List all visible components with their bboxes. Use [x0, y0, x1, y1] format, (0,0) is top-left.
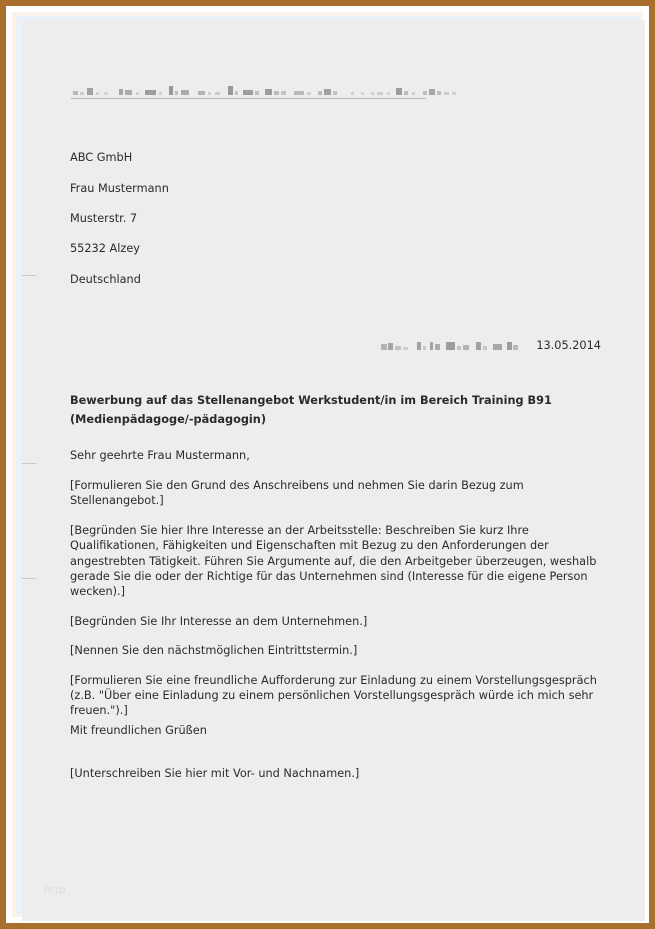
body-paragraph: [Nennen Sie den nächstmöglichen Eintrittstermin.] [70, 644, 358, 658]
address-line: Deutschland [70, 272, 141, 286]
signature-instruction: [Unterschreiben Sie hier mit Vor- und Nachnamen.] [70, 767, 360, 780]
subject-line-text: Bewerbung auf das Stellenangebot Werkstudent/in im Bereich Training B91 [70, 394, 552, 407]
letter-body [70, 478, 610, 733]
address-line: Musterstr. 7 [70, 212, 138, 226]
redacted-place [381, 339, 529, 350]
redacted-sender-letterhead [71, 82, 423, 95]
body-paragraph: [Formulieren Sie den Grund des Anschreibens und nehmen Sie darin Bezug zum Stellenangebot.] [70, 479, 524, 508]
salutation: Sehr geehrte Frau Mustermann, [70, 449, 250, 462]
address-line: ABC GmbH [70, 151, 133, 165]
letterhead-rule [71, 98, 426, 99]
recipient-address-block [70, 135, 169, 302]
address-line: Frau Mustermann [70, 181, 169, 195]
subject-line [70, 391, 590, 429]
document-sheet [22, 20, 645, 921]
body-paragraph: [Formulieren Sie eine freundliche Aufforderung zur Einladung zu einem Vorstellungsgespräch (z.B. "Über eine Einladung zu einem persönlichen Vorstellungsgespräch würde ich mich sehr freuen.").] [70, 673, 597, 718]
body-paragraph: [Begründen Sie hier Ihre Interesse an der Arbeitsstelle: Beschreiben Sie kurz Ihre Qualifikationen, Fähigkeiten und Eigenschaften mit Bezug zu den Anforderungen der angestrebten Tätigkeit. Führen Sie Argumente auf, die den Arbeitgeber überzeugen, weshalb gerade Sie die oder der Richtige für das Unternehmen sind (Interesse für die eigene Person wecken).] [70, 523, 597, 599]
date-text: 13.05.2014 [536, 339, 601, 352]
closing-salutation: Mit freundlichen Grüßen [70, 724, 207, 737]
fold-mark-bottom [22, 578, 36, 579]
subject-line-text: (Medienpädagoge/-pädagogin) [70, 413, 266, 426]
fold-mark-top [22, 275, 36, 276]
fold-mark-middle [22, 463, 36, 464]
body-paragraph: [Begründen Sie Ihr Interesse an dem Unternehmen.] [70, 614, 368, 628]
address-line: 55232 Alzey [70, 242, 140, 256]
dateline [381, 339, 601, 351]
watermark-text: http [44, 885, 66, 896]
